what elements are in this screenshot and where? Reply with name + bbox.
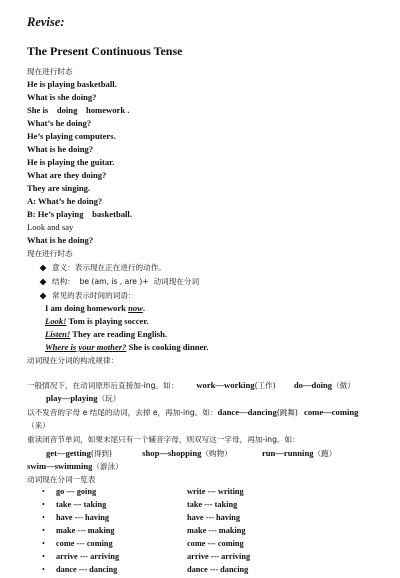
bullet-dot-icon: • (42, 487, 45, 496)
example-line: He’s playing computers. (27, 131, 116, 141)
diamond-bullet-icon (40, 279, 47, 286)
table-cell-left: come --- coming (56, 539, 113, 548)
table-cell-left: dance --- dancing (56, 565, 118, 574)
table-cell-left: go --- going (56, 487, 97, 496)
rule-1: 一般情况下，在动词原形后直接加-ing。如： work—working(工作) do—doing（做） (27, 380, 355, 390)
point-item: 常见的表示时间的词语： (40, 290, 136, 301)
sample-sentence: Where is your mother? She is cooking dinner. (45, 342, 209, 352)
diamond-bullet-icon (40, 265, 47, 272)
rule-3-cont: swim—swimming（游泳） (27, 461, 123, 471)
example-line: What’s he doing? (27, 118, 92, 128)
point-item: 结构： be (am, is , are )+ 动词现在分词 (40, 276, 199, 287)
table-cell-right: write --- writing (187, 487, 244, 496)
example-line: What is he doing? (27, 235, 94, 245)
bullet-dot-icon: • (42, 539, 45, 548)
table-cell-right: come --- coming (187, 539, 244, 548)
example-line: What is she doing? (27, 92, 97, 102)
rule-3-examples: get—getting(得到) shop—shopping（购物） run—running（跑） (46, 448, 337, 458)
bullet-dot-icon: • (42, 565, 45, 574)
example-line: A: What’s he doing? (27, 196, 103, 206)
rule-1-cont: play—playing（玩） (46, 393, 121, 403)
bullet-dot-icon: • (42, 552, 45, 561)
table-cell-right: make --- making (187, 526, 246, 535)
example-line: What are they doing? (27, 170, 107, 180)
rule-2: 以不发音的字母 e 结尾的动词，去掉 e，再加-ing。如：dance—dancing(跳舞) come—coming (27, 407, 359, 417)
table-cell-left: take --- taking (56, 500, 107, 509)
intro-cn: 现在进行时态 (27, 67, 73, 76)
example-line: He is playing basketball. (27, 79, 117, 89)
bullet-dot-icon: • (42, 500, 45, 509)
table-cell-right: arrive --- arriving (187, 552, 251, 561)
sample-sentence: Listen! They are reading English. (45, 329, 168, 339)
diamond-bullet-icon (40, 293, 47, 300)
rule-3: 重读闭音节单词，如果末尾只有一个辅音字母，则双写这一字母，再加-ing。如： (27, 435, 300, 444)
sample-sentence: I am doing homework now. (45, 303, 146, 313)
example-line: What is he doing? (27, 144, 94, 154)
table-heading: 动词现在分词一览表 (27, 475, 96, 484)
revise-heading: Revise: (27, 15, 65, 29)
bullet-dot-icon: • (42, 513, 45, 522)
section-cn: 现在进行时态 (27, 249, 73, 258)
example-line: B: He’s playing basketball. (27, 209, 132, 219)
example-line: They are singing. (27, 183, 91, 193)
page-title: The Present Continuous Tense (27, 44, 183, 58)
table-cell-right: have --- having (187, 513, 241, 522)
table-cell-left: arrive --- arriving (56, 552, 120, 561)
rule-2-cont: （来） (27, 421, 50, 430)
example-line: He is playing the guitar. (27, 157, 115, 167)
table-cell-left: make --- making (56, 526, 115, 535)
rules-heading: 动词现在分词的构成规律： (27, 356, 119, 365)
table-cell-right: dance --- dancing (187, 565, 249, 574)
sample-sentence: Look! Tom is playing soccer. (45, 316, 149, 326)
bullet-dot-icon: • (42, 526, 45, 535)
table-cell-right: take --- taking (187, 500, 238, 509)
table-cell-left: have --- having (56, 513, 110, 522)
point-item: 意义：表示现在正在进行的动作。 (40, 262, 166, 273)
example-line: Look and say (27, 222, 74, 232)
example-line: She is doing homework . (27, 105, 130, 115)
